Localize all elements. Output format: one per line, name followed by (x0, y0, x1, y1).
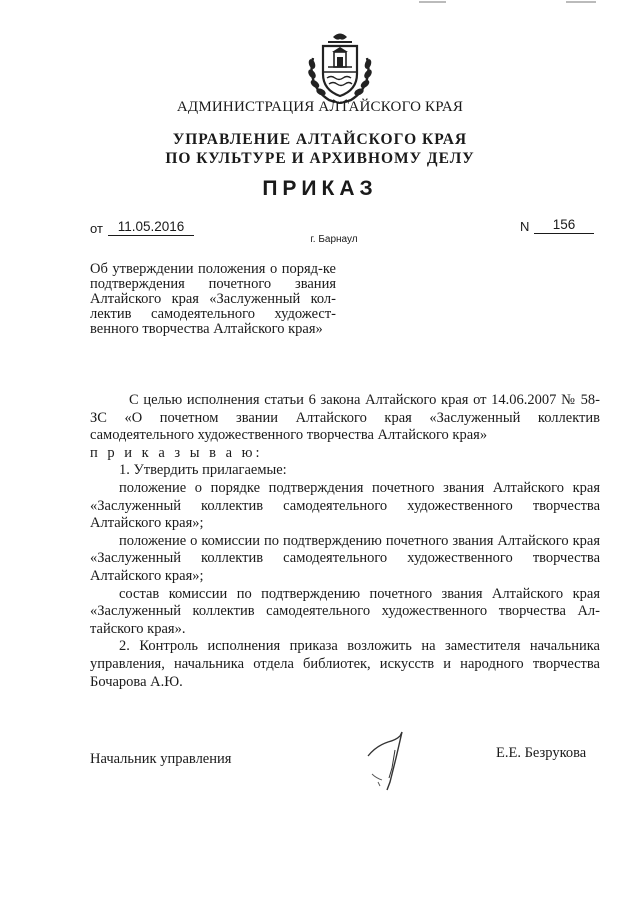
document-date: 11.05.2016 (108, 219, 194, 236)
department-title (0, 130, 640, 168)
item-1b: положение о комиссии по подтверждению почетного звания Алтайского края «Заслуженный коллектив самодеятельного художественного творчества Алтайского края»; (90, 532, 600, 584)
item-1: 1. Утвердить прилагаемые: (119, 462, 287, 479)
preamble: С целью исполнения статьи 6 закона Алтайского края от 14.06.2007 № 58-ЗС «О почетном звании Алтайского края «Заслуженный коллектив самодеятельного художественного творчества Алтайского края» (90, 392, 600, 444)
altai-krai-coat-of-arms-icon (299, 28, 381, 108)
signatory-position: Начальник управления (90, 751, 232, 767)
document-type: ПРИКАЗ (262, 177, 378, 200)
scan-mark (566, 0, 596, 6)
date-label: от (90, 221, 103, 236)
administration-title: АДМИНИСТРАЦИЯ АЛТАЙСКОГО КРАЯ (176, 99, 464, 115)
scan-mark (419, 0, 446, 6)
order-word: п р и к а з ы в а ю: (90, 444, 263, 461)
document-number: 156 (534, 217, 594, 234)
item-2: 2. Контроль исполнения приказа возложить на заместителя начальника управления, начальника отдела библиотек, искусств и народного творчества Бочарова А.Ю. (90, 638, 600, 690)
handwritten-signature (362, 728, 422, 794)
signatory-name: Е.Е. Безрукова (496, 745, 587, 761)
department-line-2: ПО КУЛЬТУРЕ И АРХИВНОМУ ДЕЛУ (165, 150, 475, 167)
order-body (90, 392, 600, 691)
number-label: N (520, 219, 530, 234)
department-line-1: УПРАВЛЕНИЕ АЛТАЙСКОГО КРАЯ (172, 131, 468, 148)
item-1c: состав комиссии по подтверждению почетного звания Алтайского края «Заслуженный коллектив самодеятельного художественного творчества Ал-тайского края». (90, 585, 600, 637)
subject: Об утверждении положения о поряд-ке подтверждения почетного звания Алтайского края «Заслуженный кол-лектив самодеятельного художест-венного творчества Алтайского края» (90, 261, 336, 337)
item-1a: положение о порядке подтверждения почетного звания Алтайского края «Заслуженный коллектив самодеятельного художественного творчества Алтайского края»; (90, 479, 600, 532)
city: г. Барнаул (310, 234, 358, 245)
